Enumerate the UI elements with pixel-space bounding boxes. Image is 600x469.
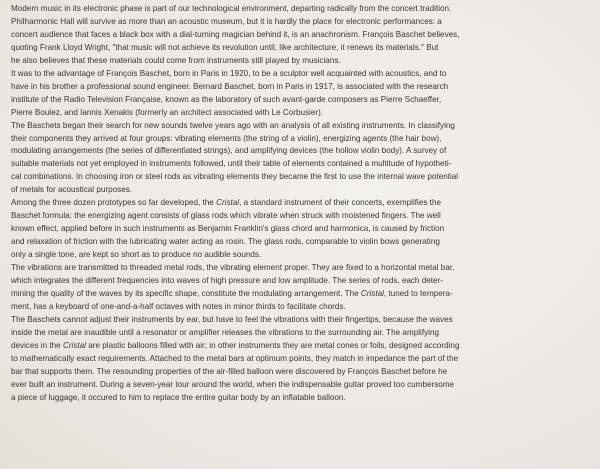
text-line: known effect, applied before in such instruments as Benjamin Franklin's glass chord and harmonica, is caused by friction: [11, 224, 445, 234]
text-line: devices in the Cristal are plastic balloons filled with air; in other instruments they are metal cones or foils, designed according: [11, 340, 460, 350]
italic-title: Cristal: [62, 340, 86, 350]
text-line: Modern music in its electronic phase is part of our technological environment, departing radically from the concert tradition.: [11, 4, 452, 13]
text-line: have in his brother a professional sound engineer. Bernard Baschet, born in Paris in 1917, is associated with the research: [11, 81, 449, 91]
text-line: which integrates the different frequencies into waves of high pressure and low amplitude. The series of rods, each deter-: [11, 276, 443, 286]
italic-title: Cristal: [360, 288, 384, 298]
text-line: of metals for acoustical purposes.: [11, 185, 133, 195]
text-line: and relaxation of friction with the lubricating water acting as rosin. The glass rods, comparable to violin bows generating: [11, 237, 440, 247]
text-line: ment, has a keyboard of one-and-a-half octaves with notes in minor thirds to facilitate chords.: [11, 301, 346, 311]
paragraph: [11, 68, 596, 120]
text-line: The Baschets cannot adjust their instruments by ear, but have to feel the vibrations with their fingertips, because the waves: [11, 314, 453, 324]
text-line: It was to the advantage of François Baschet, born in Paris in 1920, to be a sculptor well acquainted with acoustics, and to: [11, 68, 447, 78]
italic-title: Cristal: [216, 198, 240, 208]
paragraph: [11, 197, 596, 262]
paragraph: [11, 3, 596, 68]
text-line: ever built an instrument. During a seven-year tour around the world, when the indispensable guitar proved too cumbersome: [11, 379, 455, 389]
text-line: The Baschets began their search for new sounds twelve years ago with an analysis of all existing instruments. In classifying: [11, 120, 455, 130]
text-line: modulating arrangements (the series of differentiated strings), and amplifying devices (the hollow violin body). A survey of: [11, 146, 447, 156]
text-line: The vibrations are transmitted to threaded metal rods, the vibrating element proper. They are fixed to a horizontal metal bar,: [11, 263, 455, 273]
text-line: suitable materials not yet employed in instruments followed, until their table of elements contained a multitude of hypotheti-: [11, 159, 452, 169]
text-line: a piece of luggage, it occured to him to replace the entire guitar body by an inflatable balloon.: [11, 392, 346, 402]
text-line: quoting Frank Lloyd Wright, "that music will not achieve its revolution until, like architecture, it renews its materials." But: [11, 42, 439, 52]
text-line: cal combinations. In choosing iron or steel rods as vibrating elements they became the first to use the internal wave potential: [11, 172, 459, 182]
paragraph: [11, 120, 596, 198]
text-line: Pierre Boulez, and Iannis Xenakis (formerly an architect associated with Le Corbusier).: [11, 107, 324, 117]
text-line: bar that supports them. The resounding properties of the air-filled balloon were discovered by François Baschet before he: [11, 366, 448, 376]
text-line: inside the metal are inaudible until a resonator or amplifier releases the vibrations to the surrounding air. The amplifying: [11, 327, 440, 337]
text-line: mining the quality of the waves by its specific shape, constitute the modulating arrangement. The Cristal, tuned to tempera-: [11, 288, 453, 298]
text-line: Philharmonic Hall will survive as more than an acoustic museum, but it is hardly the place for electronic performances: a: [11, 16, 442, 26]
text-line: only a single tone, are kept so short as to produce no audible sounds.: [11, 250, 262, 260]
text-line: concert audience that faces a black box with a dial-turning magician behind it, is an anachronism. François Baschet believes,: [11, 29, 460, 39]
text-line: to mathematically exact requirements. Attached to the metal bars at optimum points, they match in impedance the part of the: [11, 353, 459, 363]
paragraph: [11, 314, 596, 405]
text-line: Among the three dozen prototypes so far developed, the Cristal, a standard instrument of their concerts, exemplifies the: [11, 198, 441, 208]
text-line: Baschet formula: the energizing agent consists of glass rods which vibrate when struck with moistened fingers. The well: [11, 211, 441, 221]
text-line: institute of the Radio Television Française, known as the laboratory of such avant-garde composers as Pierre Schaeffer,: [11, 94, 442, 104]
text-line: he also believes that these materials could come from instruments still played by musicians.: [11, 55, 341, 65]
article-text: [11, 3, 596, 405]
paragraph: [11, 262, 596, 314]
text-line: their components they arrived at four groups: vibrating elements (the string of a violin), energizing agents (the hair bow),: [11, 133, 442, 143]
